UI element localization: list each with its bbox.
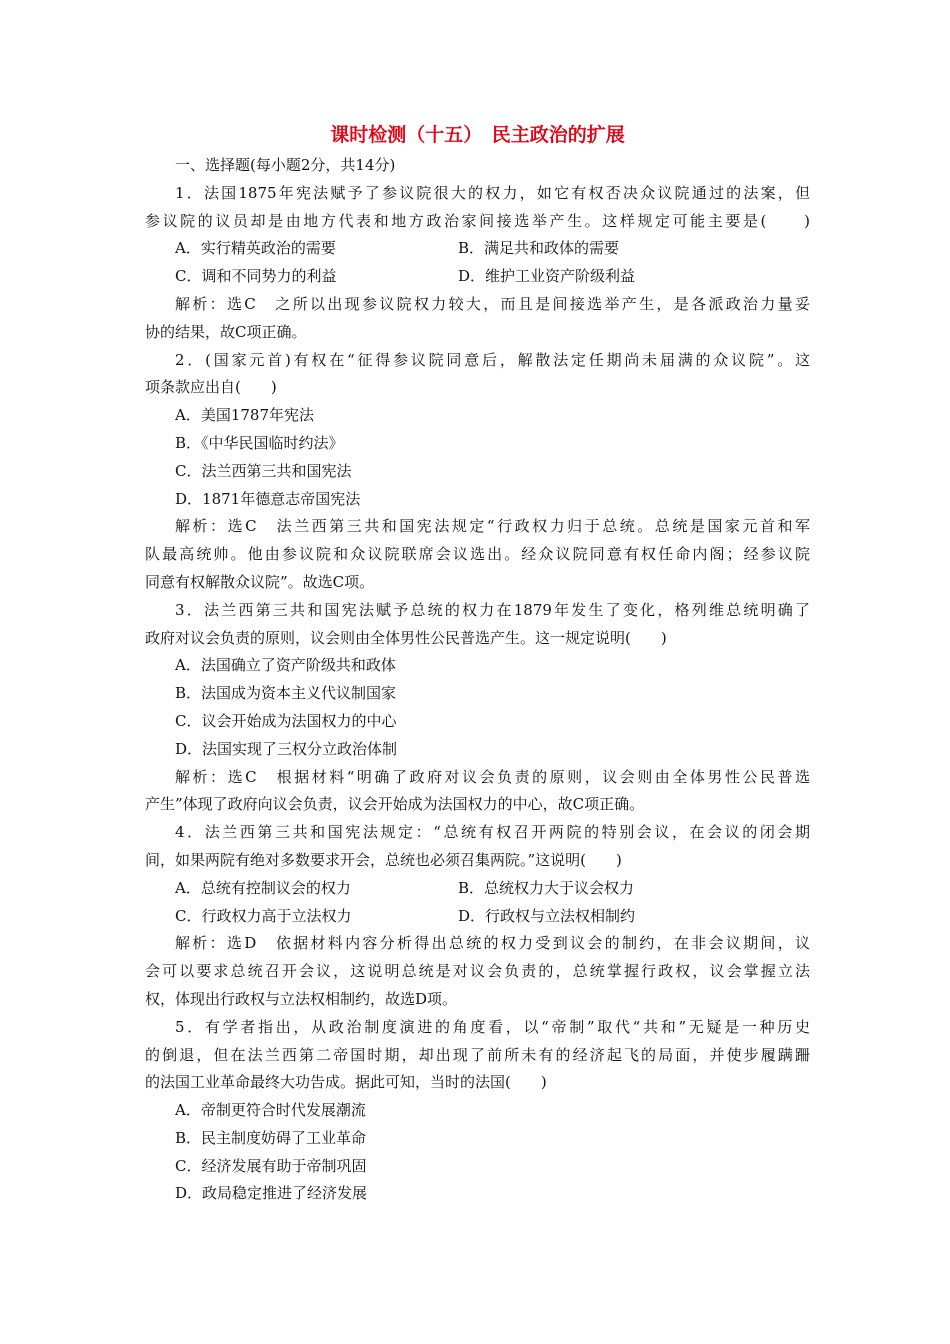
question-stem: 政府对议会负责的原则，议会则由全体男性公民普选产生。这一规定说明( ) bbox=[145, 628, 667, 647]
option-c: C．议会开始成为法国权力的中心 bbox=[175, 711, 397, 730]
option-b: B．满足共和政体的需要 bbox=[458, 239, 620, 258]
question-stem: 项条款应出自( ) bbox=[145, 378, 277, 397]
answer-explanation: 解析：选C 根据材料“明确了政府对议会负责的原则，议会则由全体男性公民普选 bbox=[175, 767, 810, 786]
options-row bbox=[145, 263, 810, 291]
option-d: D．行政权与立法权相制约 bbox=[458, 906, 636, 925]
answer-explanation: 会可以要求总统召开会议，这说明总统是对议会负责的，总统掌握行政权，议会掌握立法 bbox=[145, 962, 810, 981]
page-title: 课时检测（十五） 民主政治的扩展 bbox=[330, 124, 625, 146]
option-c: C．行政权力高于立法权力 bbox=[175, 906, 352, 925]
option-c: C．法兰西第三共和国宪法 bbox=[175, 461, 352, 480]
document-page bbox=[145, 120, 810, 1208]
options-row bbox=[145, 875, 810, 903]
option-a: A．美国1787年宪法 bbox=[175, 406, 315, 425]
options-row bbox=[145, 903, 810, 931]
option-c: C．经济发展有助于帝制巩固 bbox=[175, 1156, 367, 1175]
option-d: D．法国实现了三权分立政治体制 bbox=[175, 739, 398, 758]
option-a: A．实行精英政治的需要 bbox=[175, 239, 336, 258]
option-a: A．法国确立了资产阶级共和政体 bbox=[175, 656, 396, 675]
option-b: B．民主制度妨碍了工业革命 bbox=[175, 1128, 367, 1147]
answer-explanation: 解析：选C 之所以出现参议院权力较大，而且是间接选举产生，是各派政治力量妥 bbox=[175, 294, 810, 313]
answer-explanation: 解析：选C 法兰西第三共和国宪法规定“行政权力归于总统。总统是国家元首和军 bbox=[175, 517, 810, 536]
question-stem: 2．(国家元首)有权在“征得参议院同意后，解散法定任期尚未届满的众议院”。这 bbox=[175, 350, 810, 369]
question-stem: 4．法兰西第三共和国宪法规定：“总统有权召开两院的特别会议，在会议的闭会期 bbox=[175, 823, 810, 842]
question-4 bbox=[145, 819, 810, 1014]
question-stem: 间，如果两院有绝对多数要求开会，总统也必须召集两院。”这说明( ) bbox=[145, 850, 622, 869]
option-d: D．政局稳定推进了经济发展 bbox=[175, 1184, 368, 1203]
question-1 bbox=[145, 180, 810, 347]
question-stem: 3．法兰西第三共和国宪法赋予总统的权力在1879年发生了变化，格列维总统明确了 bbox=[175, 600, 810, 619]
option-b: B．《中华民国临时约法》 bbox=[175, 433, 344, 452]
answer-explanation: 权，体现出行政权与立法权相制约，故选D项。 bbox=[145, 989, 458, 1008]
answer-explanation: 解析：选D 依据材料内容分析得出总统的权力受到议会的制约，在非会议期间，议 bbox=[175, 934, 810, 953]
options-row bbox=[145, 235, 810, 263]
question-stem: 的倒退，但在法兰西第二帝国时期，却出现了前所未有的经济起飞的局面，并使步履蹒跚 bbox=[145, 1045, 810, 1064]
section-heading: 一、选择题(每小题2分，共14分) bbox=[175, 156, 396, 174]
answer-explanation: 队最高统帅。他由参议院和众议院联席会议选出。经众议院同意有权任命内阁；经参议院 bbox=[145, 545, 810, 564]
answer-explanation: 产生”体现了政府向议会负责，议会开始成为法国权力的中心，故C项正确。 bbox=[145, 795, 645, 814]
option-b: B．法国成为资本主义代议制国家 bbox=[175, 684, 397, 703]
option-a: A．总统有控制议会的权力 bbox=[175, 878, 351, 897]
option-d: D．1871年德意志帝国宪法 bbox=[175, 489, 361, 508]
option-a: A．帝制更符合时代发展潮流 bbox=[175, 1101, 366, 1120]
answer-explanation: 同意有权解散众议院”。故选C项。 bbox=[145, 572, 375, 591]
question-stem: 参议院的议员却是由地方代表和地方政治家间接选举产生。这样规定可能主要是( ) bbox=[145, 211, 810, 230]
question-stem: 1．法国1875年宪法赋予了参议院很大的权力，如它有权否决众议院通过的法案，但 bbox=[175, 183, 810, 202]
question-3 bbox=[145, 597, 810, 819]
question-2 bbox=[145, 347, 810, 597]
option-d: D．维护工业资产阶级利益 bbox=[458, 267, 636, 286]
answer-explanation: 协的结果，故C项正确。 bbox=[145, 322, 307, 341]
question-5 bbox=[145, 1014, 810, 1209]
question-stem: 5．有学者指出，从政治制度演进的角度看，以“帝制”取代“共和”无疑是一种历史 bbox=[175, 1017, 810, 1036]
question-stem: 的法国工业革命最终大功告成。据此可知，当时的法国( ) bbox=[145, 1073, 547, 1092]
option-c: C．调和不同势力的利益 bbox=[175, 267, 337, 286]
option-b: B．总统权力大于议会权力 bbox=[458, 878, 635, 897]
